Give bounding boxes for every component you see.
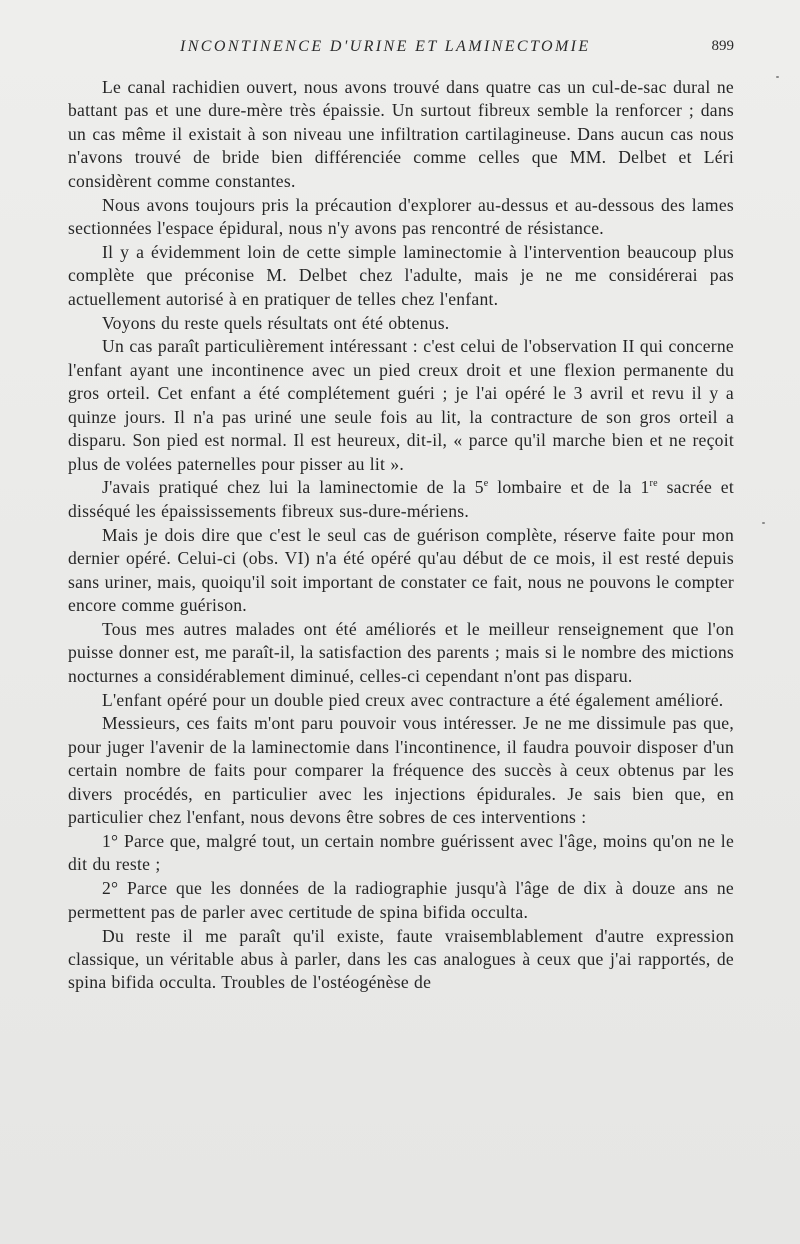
running-head — [68, 38, 734, 64]
text-run: lombaire et de la 1 — [488, 477, 650, 498]
paragraph: L'enfant opéré pour un double pied creux avec contracture a été également amélioré. — [102, 689, 724, 710]
superscript: e — [483, 478, 489, 490]
paragraph: Le canal rachidien ouvert, nous avons trouvé dans quatre cas un cul-de-sac dural ne battant pas et une dure-mère très épaissie. Un surtout fibreux semble la renforcer ; dans un cas même il existait à son niveau une infiltration cartilagineuse. Dans aucun cas nous n'avons trouvé de bride bien différenciée comme celles que MM. Delbet et Léri considèrent comme constantes. — [68, 77, 734, 191]
page-number: 899 — [711, 38, 734, 54]
paragraph: Messieurs, ces faits m'ont paru pouvoir vous intéresser. Je ne me dissimule pas que, pour juger l'avenir de la laminectomie dans l'incontinence, il faudra pouvoir disposer d'un certain nombre de faits pour comparer la fréquence des succès à ceux obtenus par les divers procédés, en particulier avec les injections épidurales. Je sais bien que, en particulier chez l'enfant, nous devons être sobres de ces interventions : — [68, 713, 734, 828]
paragraph: Un cas paraît particulièrement intéressant : c'est celui de l'observation II qui concerne l'enfant ayant une incontinence avec un pied creux droit et une flexion permanente du gros orteil. Cet enfant a été complétement guéri ; je l'ai opéré le 3 avril et revu il y a quinze jours. Il n'a pas uriné une seule fois au lit, la contracture de son gros orteil a disparu. Son pied est normal. Il est heureux, dit-il, « parce qu'il marche bien et ne reçoit plus de volées paternelles pour pisser au lit ». — [68, 336, 734, 474]
paragraph: Il y a évidemment loin de cette simple laminectomie à l'intervention beaucoup plus complète que préconise M. Delbet chez l'adulte, mais je ne me considérerai pas actuellement autorisé à en pratiquer de telles chez l'enfant. — [68, 241, 734, 309]
paper-speck — [776, 76, 779, 78]
paragraph: Tous mes autres malades ont été améliorés et le meilleur renseignement que l'on puisse donner est, me paraît-il, la satisfaction des parents ; mais si le nombre des mictions nocturnes a considérablement diminué, celles-ci cependant n'ont pas disparu. — [68, 618, 734, 686]
paragraph: Voyons du reste quels résultats ont été obtenus. — [102, 312, 450, 333]
paragraph: 2° Parce que les données de la radiographie jusqu'à l'âge de dix à douze ans ne permettent pas de parler avec certitude de spina bifida occulta. — [68, 878, 734, 922]
text-run: J'avais pratiqué chez lui la laminectomie de la 5 — [102, 477, 484, 498]
text-run: sacrée et disséqué les épaississements fibreux sus-dure-mériens. — [68, 477, 735, 521]
superscript: re — [649, 478, 658, 490]
paragraph: Mais je dois dire que c'est le seul cas de guérison complète, réserve faite pour mon dernier opéré. Celui-ci (obs. VI) n'a été opéré qu'au début de ce mois, il est resté depuis sans uriner, mais, quoiqu'il soit important de constater ce fait, nous ne pouvons le compter encore comme guérison. — [68, 524, 734, 615]
paragraph: 1° Parce que, malgré tout, un certain nombre guérissent avec l'âge, moins qu'on ne le dit du reste ; — [68, 831, 734, 875]
paper-speck — [762, 522, 765, 524]
running-title: INCONTINENCE D'URINE ET LAMINECTOMIE — [180, 38, 591, 55]
paragraph: Du reste il me paraît qu'il existe, faute vraisemblablement d'autre expression classique, un véritable abus à parler, dans les cas analogues à ceux que j'ai rapportés, de spina bifida occulta. Troubles de l'ostéogénèse de — [68, 925, 734, 993]
paragraph-laminectomy — [68, 476, 734, 523]
paragraph: Nous avons toujours pris la précaution d'explorer au-dessus et au-dessous des lames sectionnées l'espace épidural, nous n'y avons pas rencontré de résistance. — [68, 194, 734, 238]
body-text — [68, 76, 734, 995]
